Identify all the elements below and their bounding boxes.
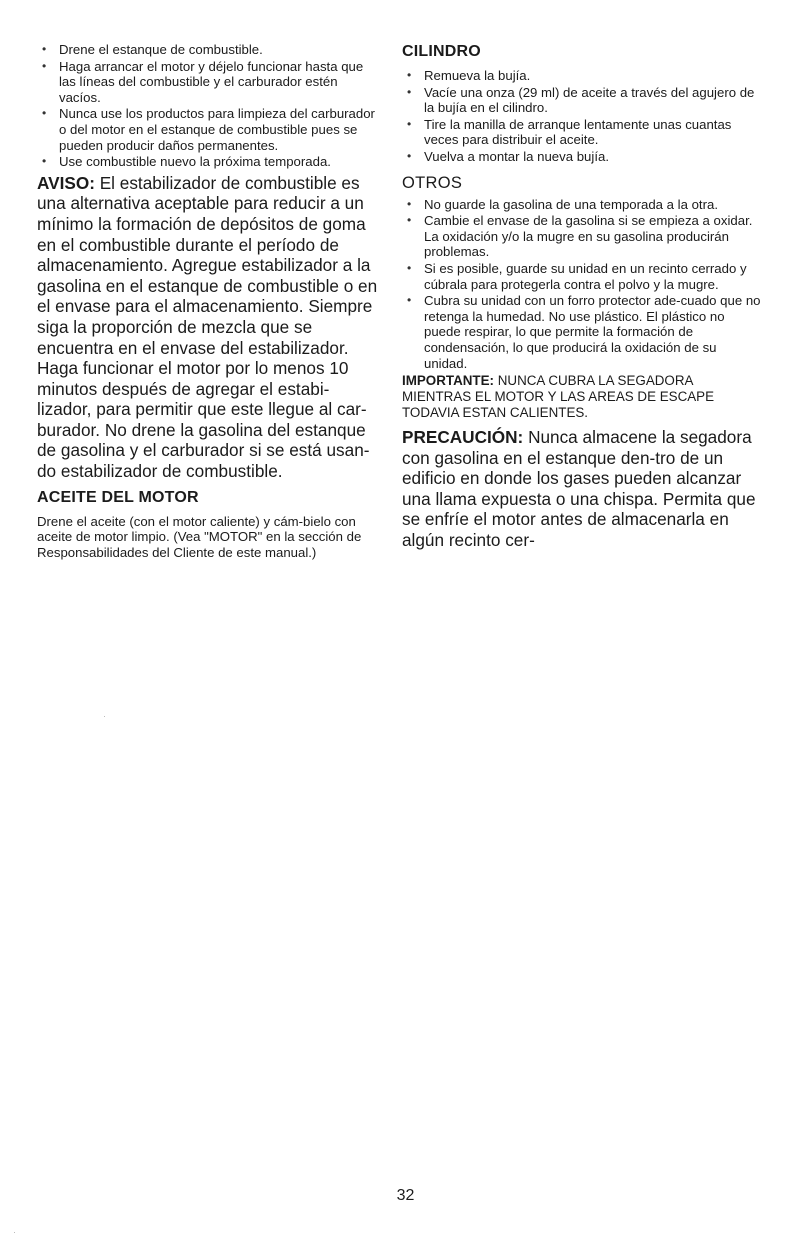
- aviso-label: AVISO:: [37, 172, 95, 193]
- list-item: [402, 213, 762, 260]
- bullet-text: Vacíe una onza (29 ml) de aceite a través del agujero de la bujía en el cilindro.: [424, 84, 755, 116]
- bullet-icon: •: [407, 116, 412, 131]
- bullet-icon: •: [42, 42, 47, 56]
- bullet-text: Cambie el envase de la gasolina si se empieza a oxidar. La oxidación y/o la mugre en su gasolina producirán problemas.: [424, 213, 753, 260]
- list-item: [402, 85, 762, 116]
- precaucion-label: PRECAUCIÓN:: [402, 427, 524, 448]
- list-item: [402, 261, 762, 292]
- aviso-paragraph: [37, 173, 382, 482]
- importante-paragraph: [402, 373, 762, 421]
- list-item: [402, 293, 762, 371]
- precaucion-paragraph: [402, 427, 762, 551]
- cilindro-bullet-list: [402, 68, 762, 165]
- otros-heading: OTROS: [402, 173, 463, 192]
- list-item: [402, 197, 762, 213]
- otros-bullet-list: [402, 197, 762, 372]
- aviso-text: El estabilizador de combustible es una alternativa aceptable para reducir a un mínimo la formación de depósitos de goma en el combustible durante el período de almacenamiento. Agregue estabilizador a la gasolina en el estanque de combustible o en el envase para el almacenamiento. Siempre siga la proporción de mezcla que se encuentra en el envase del estabilizador. Haga funcionar el motor por lo menos 10 minutos después de agregar el estabi-lizador, para permitir que este llegue al car-burador. No drene la gasolina del estanque de gasolina y el carburador si se está usan-do estabilizador de combustible.: [37, 172, 378, 482]
- bullet-text: Use combustible nuevo la próxima temporada.: [59, 154, 331, 170]
- bullet-icon: •: [407, 293, 412, 308]
- cilindro-heading: CILINDRO: [402, 43, 481, 60]
- bullet-icon: •: [407, 84, 412, 99]
- bullet-text: Nunca use los productos para limpieza del carburador o del motor en el estanque de combustible pues se pueden producir daños permanentes.: [59, 106, 375, 153]
- bullet-text: Tire la manilla de arranque lentamente unas cuantas veces para distribuir el aceite.: [424, 116, 732, 148]
- scan-speck: [14, 1232, 15, 1233]
- page-number: 32: [396, 1187, 415, 1204]
- list-item: [402, 149, 762, 165]
- bullet-icon: •: [42, 154, 47, 169]
- bullet-icon: •: [42, 106, 47, 121]
- scan-speck: [104, 716, 105, 717]
- bullet-text: No guarde la gasolina de una temporada a la otra.: [424, 196, 718, 212]
- right-column: [402, 42, 762, 551]
- bullet-text: Si es posible, guarde su unidad en un recinto cerrado y cúbrala para protegerla contra el polvo y la mugre.: [424, 260, 747, 292]
- bullet-text: Remueva la bujía.: [424, 68, 531, 83]
- precaucion-text: Nunca almacene la segadora con gasolina en el estanque den-tro de un edificio en donde los gases pueden alcanzar una llama expuesta o una chispa. Permita que se enfríe el motor antes de almacenarla en algún recinto cer-: [402, 427, 756, 551]
- bullet-icon: •: [42, 58, 47, 73]
- aceite-paragraph: Drene el aceite (con el motor caliente) y cám-bielo con aceite de motor limpio. (Vea "MOTOR" en la sección de Responsabilidades del Cliente de este manual.): [37, 513, 362, 560]
- bullet-text: Cubra su unidad con un forro protector ade-cuado que no retenga la humedad. No use plástico. El plástico no puede respirar, lo que permite la formación de condensación, lo que producirá la oxidación de su unidad.: [424, 293, 761, 371]
- list-item: [402, 68, 762, 84]
- bullet-icon: •: [407, 68, 412, 82]
- aceite-heading: ACEITE DEL MOTOR: [37, 488, 199, 506]
- list-item: [402, 117, 762, 148]
- list-item: [37, 106, 382, 153]
- bullet-text: Haga arrancar el motor y déjelo funcionar hasta que las líneas del combustible y el carburador estén vacíos.: [59, 58, 364, 105]
- importante-label: IMPORTANTE:: [402, 373, 494, 389]
- bullet-icon: •: [407, 213, 412, 228]
- importante-text: NUNCA CUBRA LA SEGADORA MIENTRAS EL MOTOR Y LAS AREAS DE ESCAPE TODAVIA ESTAN CALIENTES.: [402, 373, 715, 421]
- bullet-text: Drene el estanque de combustible.: [59, 42, 263, 57]
- left-column: [37, 42, 382, 560]
- bullet-icon: •: [407, 196, 412, 211]
- bullet-icon: •: [407, 260, 412, 275]
- bullet-text: Vuelva a montar la nueva bujía.: [424, 148, 609, 164]
- storage-bullet-list: [37, 42, 382, 170]
- list-item: [37, 59, 382, 106]
- bullet-icon: •: [407, 148, 412, 163]
- list-item: [37, 154, 382, 170]
- list-item: [37, 42, 382, 58]
